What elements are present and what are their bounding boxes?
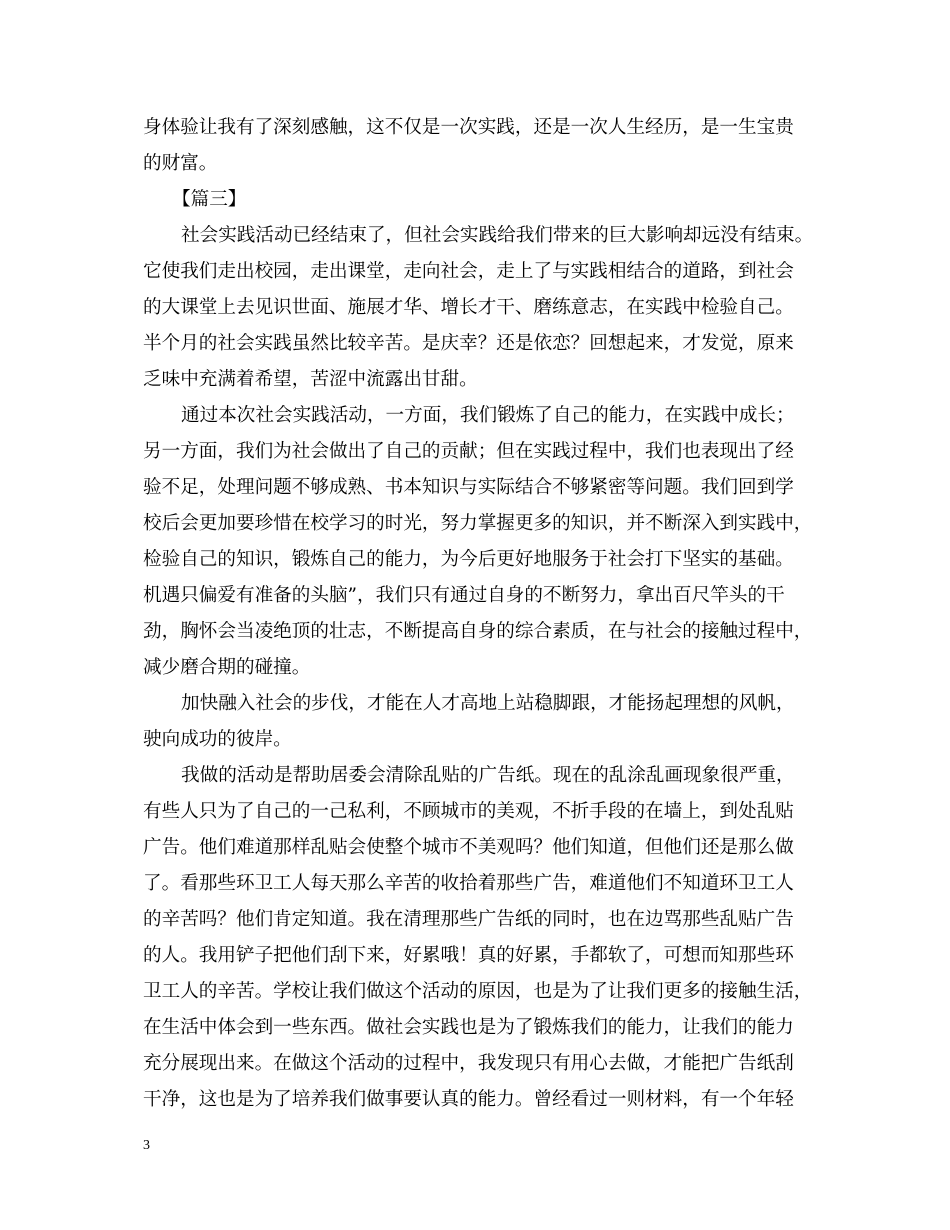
- text-line: 机遇只偏爱有准备的头脑”，我们只有通过自身的不断努力，拿出百尺竿头的干: [143, 585, 785, 606]
- text-line: 劲，胸怀会当凌绝顶的壮志，不断提高自身的综合素质，在与社会的接触过程中，: [143, 621, 813, 642]
- text-line: 的财富。: [143, 153, 218, 174]
- text-line: 的大课堂上去见识世面、施展才华、增长才干、磨练意志，在实践中检验自己。: [143, 297, 794, 318]
- text-line: 的人。我用铲子把他们刮下来，好累哦！真的好累，手都软了，可想而知那些环: [143, 945, 794, 966]
- page-number: 3: [143, 1138, 150, 1153]
- text-line: 半个月的社会实践虽然比较辛苦。是庆幸？还是依恋？回想起来，才发觉，原来: [143, 333, 794, 354]
- text-line: 身体验让我有了深刻感触，这不仅是一次实践，还是一次人生经历，是一生宝贵: [143, 117, 794, 138]
- text-line: 另一方面，我们为社会做出了自己的贡献；但在实践过程中，我们也表现出了经: [143, 441, 794, 462]
- text-line: 社会实践活动已经结束了，但社会实践给我们带来的巨大影响却远没有结束。: [181, 225, 814, 246]
- section-heading: 【篇三】: [172, 189, 247, 210]
- text-line: 充分展现出来。在做这个活动的过程中，我发现只有用心去做，才能把广告纸刮: [143, 1053, 794, 1074]
- text-line: 验不足，处理问题不够成熟、书本知识与实际结合不够紧密等问题。我们回到学: [143, 477, 794, 498]
- text-line: 的辛苦吗？他们肯定知道。我在清理那些广告纸的同时，也在边骂那些乱贴广告: [143, 909, 794, 930]
- text-line: 通过本次社会实践活动，一方面，我们锻炼了自己的能力，在实践中成长；: [181, 405, 795, 426]
- text-line: 干净，这也是为了培养我们做事要认真的能力。曾经看过一则材料，有一个年轻: [143, 1089, 794, 1110]
- text-line: 驶向成功的彼岸。: [143, 729, 292, 750]
- text-line: 检验自己的知识，锻炼自己的能力，为今后更好地服务于社会打下坚实的基础。: [143, 549, 794, 570]
- text-line: 了。看那些环卫工人每天那么辛苦的收拾着那些广告，难道他们不知道环卫工人: [143, 873, 794, 894]
- text-line: 它使我们走出校园，走出课堂，走向社会，走上了与实践相结合的道路，到社会: [143, 261, 794, 282]
- text-line: 乏味中充满着希望，苦涩中流露出甘甜。: [143, 369, 478, 390]
- text-line: 加快融入社会的步伐，才能在人才高地上站稳脚跟，才能扬起理想的风帆，: [181, 693, 795, 714]
- text-line: 广告。他们难道那样乱贴会使整个城市不美观吗？他们知道，但他们还是那么做: [143, 837, 794, 858]
- text-line: 减少磨合期的碰撞。: [143, 657, 311, 678]
- text-line: 有些人只为了自己的一己私利，不顾城市的美观，不折手段的在墙上，到处乱贴: [143, 801, 794, 822]
- text-line: 我做的活动是帮助居委会清除乱贴的广告纸。现在的乱涂乱画现象很严重，: [181, 765, 795, 786]
- text-line: 在生活中体会到一些东西。做社会实践也是为了锻炼我们的能力，让我们的能力: [143, 1017, 794, 1038]
- text-line: 校后会更加要珍惜在校学习的时光，努力掌握更多的知识，并不断深入到实践中，: [143, 513, 813, 534]
- text-line: 卫工人的辛苦。学校让我们做这个活动的原因，也是为了让我们更多的接触生活，: [143, 981, 813, 1002]
